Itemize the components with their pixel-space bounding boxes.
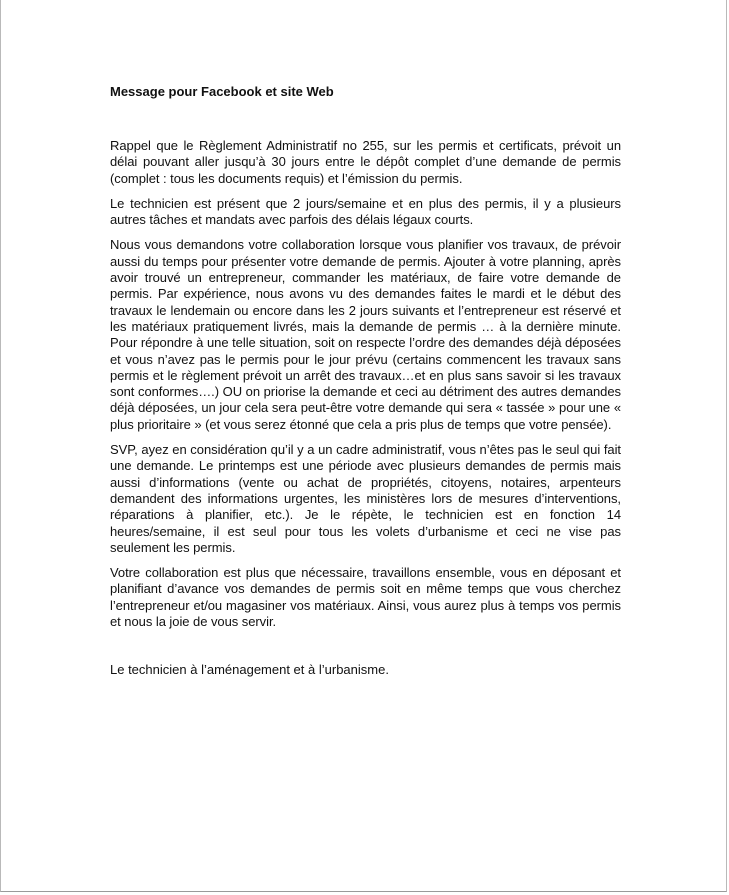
paragraph-collaboration: Nous vous demandons votre collaboration lorsque vous planifier vos travaux, de prévoir aussi du temps pour présenter votre demande de permis. Ajouter à votre planning, après avoir trouvé un entrepreneur, commander les matériaux, de faire votre demande de permis. Par expérience, nous avons vu des demandes faites le mardi et le début des travaux le lendemain ou encore dans les 2 jours suivants et l’entrepreneur est réservé et les matériaux pratiquement livrés, mais la demande de permis … à la dernière minute. Pour répondre à une telle situation, soit on respecte l’ordre des demandes déjà déposées et vous n’avez pas le permis pour le jour prévu (certains commencent les travaux sans permis et le règlement prévoit un arrêt des travaux…et en plus sans savoir si les travaux sont conformes….) OU on priorise la demande et ceci au détriment des autres demandes déjà déposées, un jour cela sera peut-être votre demande qui sera « tassée » pour une « plus prioritaire » (et vous serez étonné que cela a pris plus de temps que votre pensée). xyxy=(110,237,621,432)
paragraph-svp: SVP, ayez en considération qu’il y a un cadre administratif, vous n’êtes pas le seul qui fait une demande. Le printemps est une période avec plusieurs demandes de permis mais aussi d’informations (vente ou achat de propriétés, citoyens, notaires, arpenteurs demandent des informations urgentes, les ministères lors de mesures d’interventions, réparations à planifier, etc.). Je le répète, le technicien est en fonction 14 heures/semaine, il est seul pour tous les volets d’urbanisme et ceci ne vise pas seulement les permis. xyxy=(110,442,621,555)
document-body xyxy=(110,138,621,630)
signature: Le technicien à l’aménagement et à l’urbanisme. xyxy=(110,662,389,678)
document-title: Message pour Facebook et site Web xyxy=(110,84,334,99)
document-content xyxy=(110,84,621,691)
paragraph-conclusion: Votre collaboration est plus que nécessaire, travaillons ensemble, vous en déposant et planifiant d’avance vos demandes de permis soit en même temps que vous cherchez l’entrepreneur et/ou magasiner vos matériaux. Ainsi, vous aurez plus à temps vos permis et nous la joie de vous servir. xyxy=(110,565,621,630)
paragraph-technicien: Le technicien est présent que 2 jours/semaine et en plus des permis, il y a plusieurs autres tâches et mandats avec parfois des délais légaux courts. xyxy=(110,195,621,228)
paragraph-rappel: Rappel que le Règlement Administratif no 255, sur les permis et certificats, prévoit un délai pouvant aller jusqu’à 30 jours entre le dépôt complet d’une demande de permis (complet : tous les documents requis) et l’émission du permis. xyxy=(110,138,621,186)
